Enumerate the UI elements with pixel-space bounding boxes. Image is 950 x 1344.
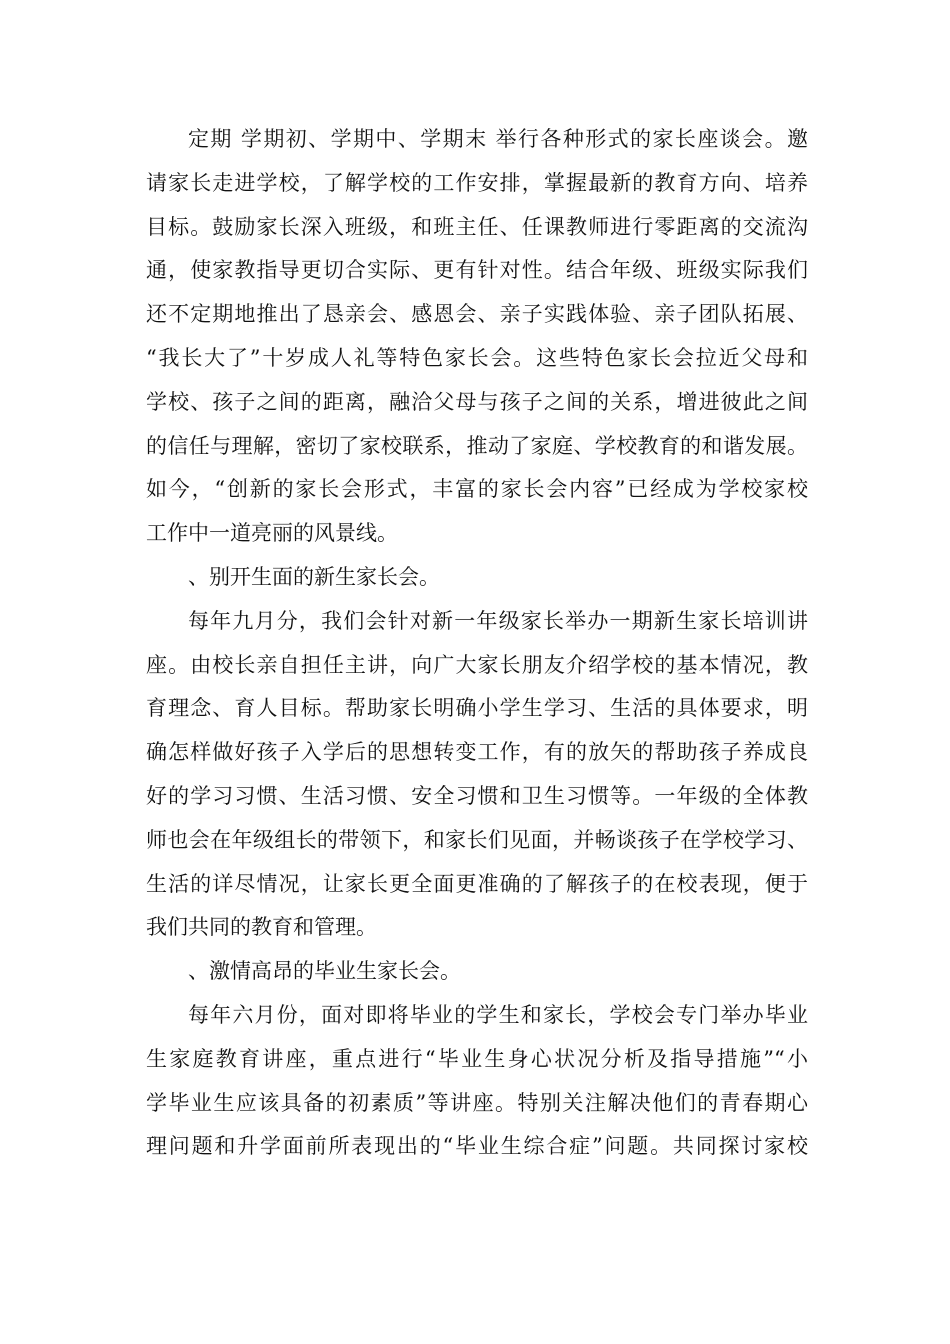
text-line: 生活的详尽情况，让家长更全面更准确的了解孩子的在校表现，便于 xyxy=(146,871,808,896)
text-line: 师也会在年级组长的带领下，和家长们见面，并畅谈孩子在学校学习、 xyxy=(146,827,808,852)
text-line: 好的学习习惯、生活习惯、安全习惯和卫生习惯等。一年级的全体教 xyxy=(146,783,808,808)
text-line: 请家长走进学校，了解学校的工作安排，掌握最新的教育方向、培养 xyxy=(146,170,808,195)
text-line: 还不定期地推出了恳亲会、感恩会、亲子实践体验、亲子团队拓展、 xyxy=(146,302,808,327)
text-line: 我们共同的教育和管理。 xyxy=(146,915,377,940)
document-body xyxy=(146,118,808,1169)
section-heading-graduate-meeting: 、激情高昂的毕业生家长会。 xyxy=(188,959,461,984)
text-line: 定期 学期初、学期中、学期末 举行各种形式的家长座谈会。邀 xyxy=(188,127,808,151)
text-line: 确怎样做好孩子入学后的思想转变工作，有的放矢的帮助孩子养成良 xyxy=(146,740,808,765)
paragraph-graduate-meeting xyxy=(146,994,808,1169)
text-line: 理问题和升学面前所表现出的“毕业生综合症”问题。共同探讨家校 xyxy=(146,1134,808,1159)
text-line: 育理念、育人目标。帮助家长明确小学生学习、生活的具体要求，明 xyxy=(146,696,808,721)
text-line: 学校、孩子之间的距离，融洽父母与孩子之间的关系，增进彼此之间 xyxy=(146,389,808,414)
text-line: 目标。鼓励家长深入班级，和班主任、任课教师进行零距离的交流沟 xyxy=(146,214,808,239)
text-line: 座。由校长亲自担任主讲，向广大家长朋友介绍学校的基本情况，教 xyxy=(146,652,808,677)
text-line: 的信任与理解，密切了家校联系，推动了家庭、学校教育的和谐发展。 xyxy=(146,433,808,458)
text-line: 每年六月份，面对即将毕业的学生和家长，学校会专门举办毕业 xyxy=(188,1002,808,1027)
text-line: “我长大了”十岁成人礼等特色家长会。这些特色家长会拉近父母和 xyxy=(146,345,808,370)
text-line: 通，使家教指导更切合实际、更有针对性。结合年级、班级实际我们 xyxy=(146,258,808,283)
paragraph-parent-meetings xyxy=(146,118,808,556)
text-line: 工作中一道亮丽的风景线。 xyxy=(146,521,398,546)
text-line: 每年九月分，我们会针对新一年级家长举办一期新生家长培训讲 xyxy=(188,608,808,633)
text-line: 生家庭教育讲座，重点进行“毕业生身心状况分析及指导措施”“小 xyxy=(146,1046,808,1071)
paragraph-new-student-meeting xyxy=(146,600,808,950)
section-heading-new-student-meeting: 、别开生面的新生家长会。 xyxy=(188,564,440,589)
text-line: 如今，“创新的家长会形式，丰富的家长会内容”已经成为学校家校 xyxy=(146,477,808,502)
text-line: 学毕业生应该具备的初素质”等讲座。特别关注解决他们的青春期心 xyxy=(146,1090,808,1115)
